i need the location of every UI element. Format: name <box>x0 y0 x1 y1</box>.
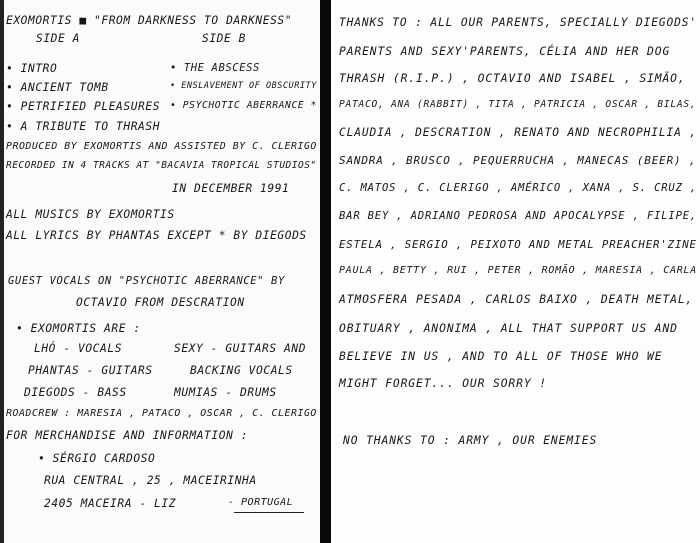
thanks-line-1: THANKS TO : ALL OUR PARENTS, SPECIALLY DIEGODS' <box>339 16 697 29</box>
thanks-line-4: PATACO, ANA (RABBIT) , TITA , PATRICIA , OSCAR , BILAS, <box>339 99 697 110</box>
member-2-right: BACKING VOCALS <box>190 364 293 377</box>
track-b-1: • THE ABSCESS <box>170 62 260 74</box>
left-panel <box>0 0 320 543</box>
address-street: RUA CENTRAL , 25 , MACEIRINHA <box>44 474 257 487</box>
thanks-line-2: PARENTS AND SEXY'PARENTS, CÉLIA AND HER DOG <box>339 45 671 58</box>
members-title: • EXOMORTIS ARE : <box>16 322 141 335</box>
guest-line-2: OCTAVIO FROM DESCRATION <box>76 296 245 309</box>
thanks-line-10: PAULA , BETTY , RUI , PETER , ROMÃO , MARESIA , CARLA <box>339 265 697 276</box>
album-title: EXOMORTIS ■ "FROM DARKNESS TO DARKNESS" <box>6 14 293 27</box>
roadcrew-line: ROADCREW : MARESIA , PATACO , OSCAR , C. CLERIGO <box>6 408 317 419</box>
address-name: • SÉRGIO CARDOSO <box>38 452 156 465</box>
thanks-line-13: BELIEVE IN US , AND TO ALL OF THOSE WHO WE <box>339 350 663 363</box>
member-2-left: PHANTAS - GUITARS <box>28 364 153 377</box>
lyrics-credit: ALL LYRICS BY PHANTAS EXCEPT * BY DIEGODS <box>6 229 307 242</box>
member-1-right: SEXY - GUITARS AND <box>174 342 307 355</box>
track-a-4: • A TRIBUTE TO THRASH <box>6 120 161 133</box>
merch-line: FOR MERCHANDISE AND INFORMATION : <box>6 429 249 442</box>
track-a-1: • INTRO <box>6 62 58 75</box>
track-a-2: • ANCIENT TOMB <box>6 81 109 94</box>
track-b-2: • ENSLAVEMENT OF OBSCURITY <box>170 81 317 91</box>
right-panel <box>331 0 700 543</box>
thanks-line-5: CLAUDIA , DESCRATION , RENATO AND NECROPHILIA , <box>339 126 697 139</box>
thanks-line-3: THRASH (R.I.P.) , OCTAVIO AND ISABEL , SIMÃO, <box>339 72 686 85</box>
thanks-line-12: OBITUARY , ANONIMA , ALL THAT SUPPORT US AND <box>339 322 678 335</box>
country-underline <box>234 512 304 513</box>
side-b-label: SIDE B <box>202 32 247 45</box>
track-a-3: • PETRIFIED PLEASURES <box>6 100 161 113</box>
thanks-line-14: MIGHT FORGET... OUR SORRY ! <box>339 377 547 390</box>
member-1-left: LHÓ - VOCALS <box>34 342 123 355</box>
produced-line-2: RECORDED IN 4 TRACKS AT "BACAVIA TROPICAL STUDIOS" <box>6 160 317 171</box>
produced-line-1: PRODUCED BY EXOMORTIS AND ASSISTED BY C. CLERIGO <box>6 141 317 152</box>
member-3-left: DIEGODS - BASS <box>24 386 127 399</box>
thanks-line-8: BAR BEY , ADRIANO PEDROSA AND APOCALYPSE , FILIPE, <box>339 210 698 222</box>
music-credit: ALL MUSICS BY EXOMORTIS <box>6 208 175 221</box>
side-a-label: SIDE A <box>36 32 81 45</box>
thanks-line-6: SANDRA , BRUSCO , PEQUERRUCHA , MANECAS (BEER) , <box>339 154 697 167</box>
thanks-line-7: C. MATOS , C. CLERIGO , AMÉRICO , XANA , S. CRUZ , <box>339 182 698 194</box>
thanks-line-11: ATMOSFERA PESADA , CARLOS BAIXO , DEATH METAL, <box>339 293 694 306</box>
track-b-3: • PSYCHOTIC ABERRANCE * <box>170 100 318 111</box>
member-3-right: MUMIAS - DRUMS <box>174 386 277 399</box>
center-divider <box>320 0 331 543</box>
no-thanks-line: NO THANKS TO : ARMY , OUR ENEMIES <box>343 434 598 447</box>
address-city: 2405 MACEIRA - LIZ <box>44 497 177 510</box>
address-country: - PORTUGAL <box>228 497 294 508</box>
guest-line-1: GUEST VOCALS ON "PSYCHOTIC ABERRANCE" BY <box>8 275 285 287</box>
thanks-line-9: ESTELA , SERGIO , PEIXOTO AND METAL PREACHER'ZINE <box>339 238 697 251</box>
left-edge-line <box>0 0 4 543</box>
produced-line-3: IN DECEMBER 1991 <box>172 182 290 195</box>
